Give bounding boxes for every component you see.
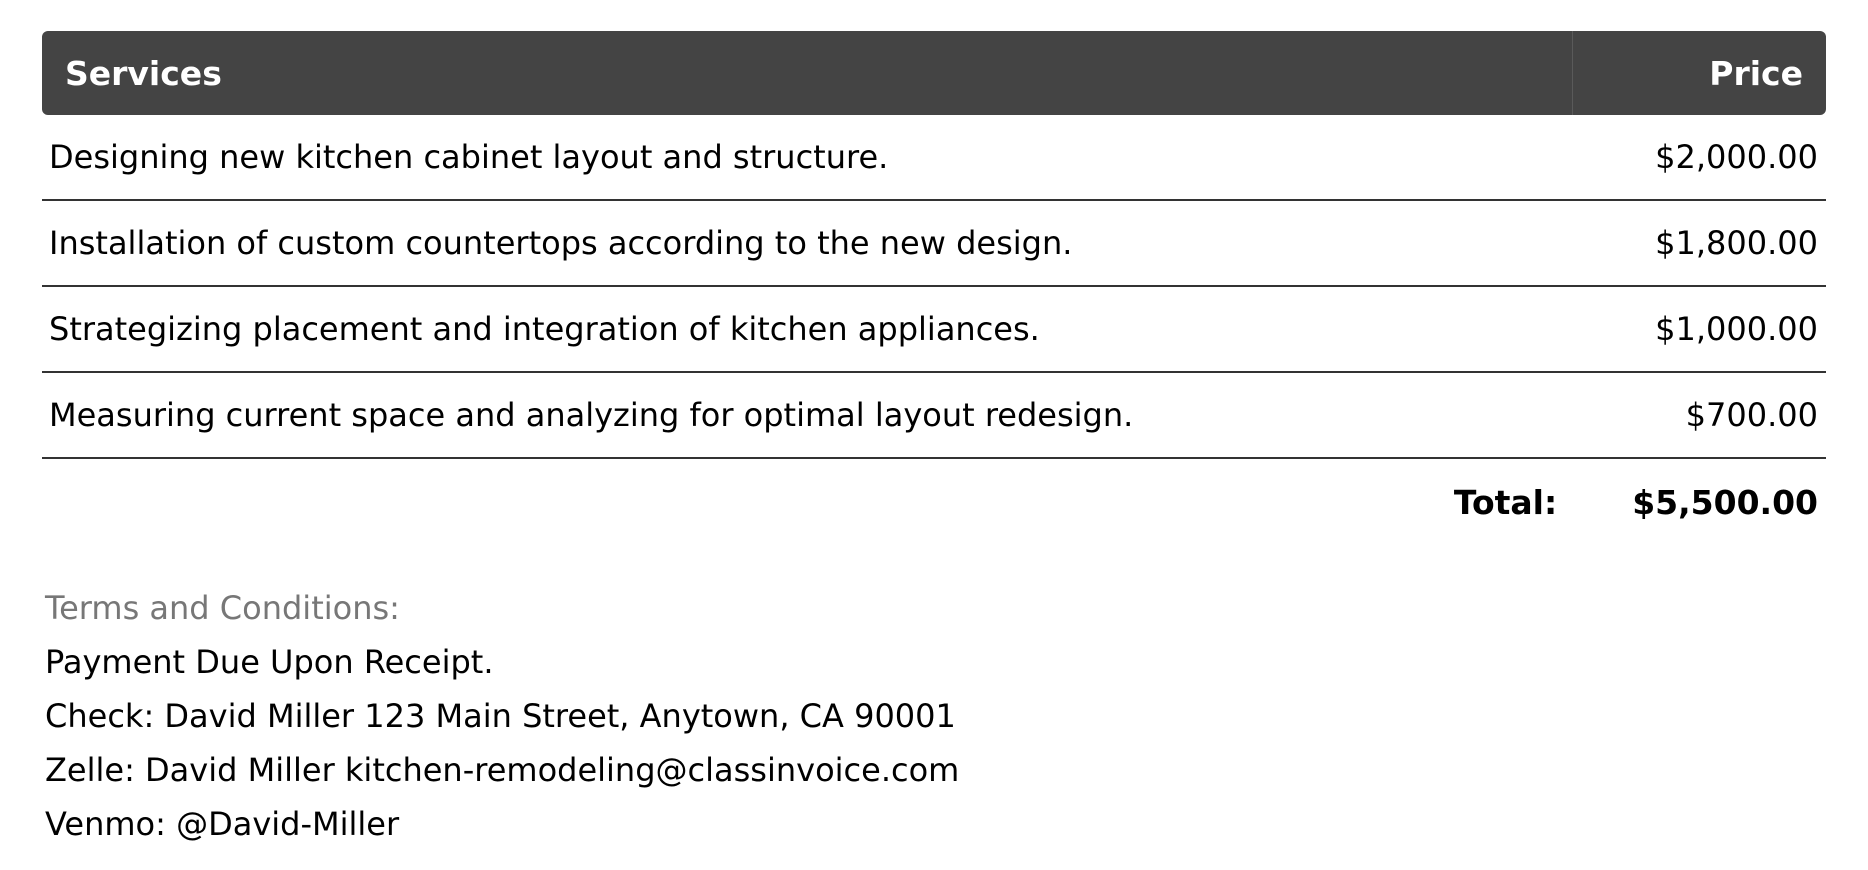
table-row <box>42 287 1826 373</box>
service-description: Measuring current space and analyzing for optimal layout redesign. <box>49 396 1134 434</box>
table-row <box>42 201 1826 287</box>
total-label: Total: <box>1453 482 1558 522</box>
service-price: $1,800.00 <box>1655 224 1818 262</box>
terms-line-payment: Payment Due Upon Receipt. <box>45 643 494 681</box>
service-description: Strategizing placement and integration of kitchen appliances. <box>49 310 1040 348</box>
service-description: Installation of custom countertops according to the new design. <box>49 224 1073 262</box>
terms-section <box>45 581 959 851</box>
service-price: $2,000.00 <box>1655 138 1818 176</box>
terms-line-venmo: Venmo: @David-Miller <box>45 805 400 843</box>
terms-line-check: Check: David Miller 123 Main Street, Anytown, CA 90001 <box>45 697 956 735</box>
total-value: $5,500.00 <box>1632 482 1818 522</box>
total-row <box>42 459 1826 545</box>
terms-heading: Terms and Conditions: <box>45 589 400 627</box>
table-row <box>42 373 1826 459</box>
table-header <box>42 31 1826 115</box>
table-row <box>42 115 1826 201</box>
service-price: $1,000.00 <box>1655 310 1818 348</box>
services-column-header: Services <box>42 31 1573 115</box>
service-price: $700.00 <box>1685 396 1818 434</box>
service-description: Designing new kitchen cabinet layout and structure. <box>49 138 889 176</box>
services-table <box>42 31 1826 545</box>
terms-line-zelle: Zelle: David Miller kitchen-remodeling@classinvoice.com <box>45 751 960 789</box>
price-column-header: Price <box>1709 53 1803 93</box>
